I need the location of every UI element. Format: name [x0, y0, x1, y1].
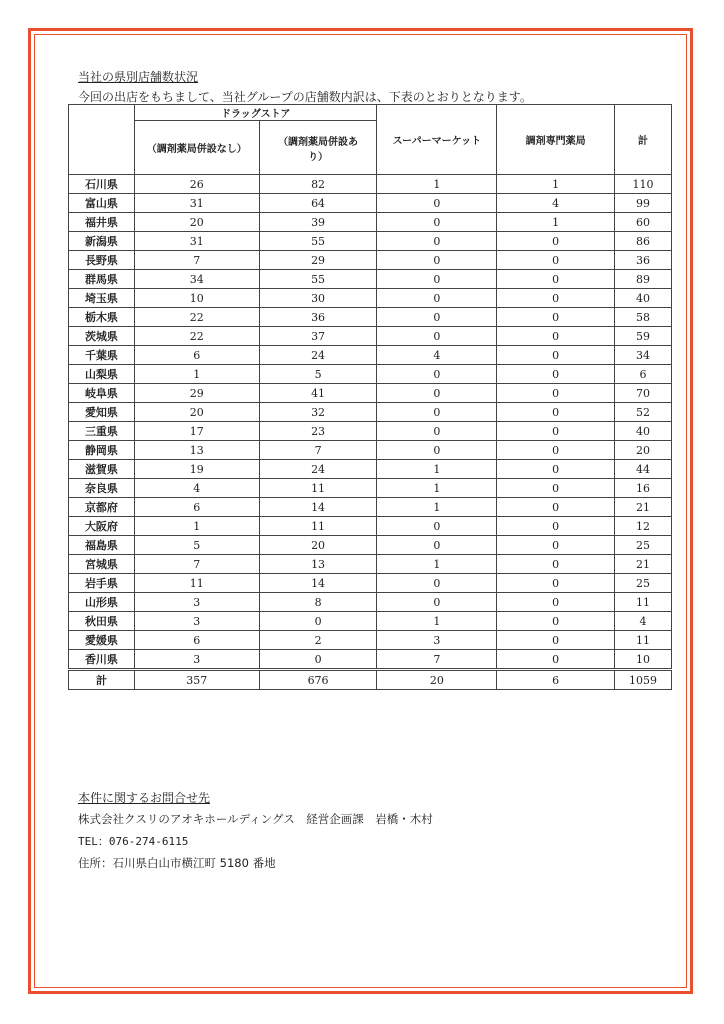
value-cell: 0	[377, 289, 497, 308]
value-cell: 36	[615, 251, 672, 270]
value-cell: 89	[615, 270, 672, 289]
value-cell: 0	[497, 593, 615, 612]
value-cell: 25	[615, 574, 672, 593]
value-cell: 1	[377, 612, 497, 631]
table-row	[69, 460, 672, 479]
value-cell: 0	[377, 327, 497, 346]
value-cell: 22	[134, 327, 259, 346]
section-title: 当社の県別店舗数状況	[78, 70, 199, 84]
table-row	[69, 631, 672, 650]
value-cell: 0	[497, 251, 615, 270]
table-row	[69, 650, 672, 670]
value-cell: 34	[615, 346, 672, 365]
value-cell: 0	[497, 631, 615, 650]
table-row	[69, 194, 672, 213]
value-cell: 3	[134, 593, 259, 612]
table-row	[69, 441, 672, 460]
value-cell: 0	[497, 650, 615, 670]
value-cell: 0	[377, 422, 497, 441]
header-prefecture	[69, 105, 135, 175]
value-cell: 1	[377, 175, 497, 194]
value-cell: 0	[497, 441, 615, 460]
value-cell: 0	[377, 593, 497, 612]
value-cell: 31	[134, 194, 259, 213]
table-row	[69, 517, 672, 536]
value-cell: 7	[377, 650, 497, 670]
value-cell: 21	[615, 555, 672, 574]
value-cell: 1	[377, 555, 497, 574]
value-cell: 4	[615, 612, 672, 631]
value-cell: 1	[377, 498, 497, 517]
total-cell: 357	[134, 670, 259, 690]
total-cell: 6	[497, 670, 615, 690]
value-cell: 40	[615, 289, 672, 308]
prefecture-cell: 滋賀県	[69, 460, 135, 479]
value-cell: 29	[134, 384, 259, 403]
value-cell: 1	[377, 479, 497, 498]
value-cell: 30	[259, 289, 377, 308]
value-cell: 0	[377, 384, 497, 403]
table-row	[69, 593, 672, 612]
value-cell: 1	[497, 175, 615, 194]
value-cell: 1	[497, 213, 615, 232]
total-row	[69, 670, 672, 690]
value-cell: 0	[377, 213, 497, 232]
value-cell: 0	[497, 365, 615, 384]
value-cell: 4	[497, 194, 615, 213]
value-cell: 0	[377, 270, 497, 289]
value-cell: 110	[615, 175, 672, 194]
value-cell: 0	[497, 308, 615, 327]
header-total: 計	[615, 105, 672, 175]
table-row	[69, 175, 672, 194]
value-cell: 3	[377, 631, 497, 650]
value-cell: 24	[259, 460, 377, 479]
value-cell: 6	[615, 365, 672, 384]
value-cell: 40	[615, 422, 672, 441]
header-drugstore-group: ドラッグストア	[134, 105, 377, 121]
value-cell: 55	[259, 270, 377, 289]
prefecture-cell: 栃木県	[69, 308, 135, 327]
value-cell: 1	[134, 365, 259, 384]
table-row	[69, 270, 672, 289]
table-row	[69, 327, 672, 346]
prefecture-cell: 愛媛県	[69, 631, 135, 650]
value-cell: 11	[615, 631, 672, 650]
prefecture-cell: 群馬県	[69, 270, 135, 289]
value-cell: 20	[615, 441, 672, 460]
contact-tel: TEL：076-274-6115	[78, 835, 189, 848]
total-cell: 1059	[615, 670, 672, 690]
value-cell: 0	[497, 403, 615, 422]
store-count-table	[68, 104, 672, 690]
table-row	[69, 213, 672, 232]
prefecture-cell: 福島県	[69, 536, 135, 555]
table-row	[69, 251, 672, 270]
value-cell: 26	[134, 175, 259, 194]
value-cell: 24	[259, 346, 377, 365]
value-cell: 11	[615, 593, 672, 612]
contact-title: 本件に関するお問合せ先	[78, 791, 211, 805]
intro-text: 今回の出店をもちまして、当社グループの店舗数内訳は、下表のとおりとなります。	[78, 90, 532, 104]
contact-address: 住所：石川県白山市横江町 5180 番地	[78, 856, 276, 870]
value-cell: 86	[615, 232, 672, 251]
value-cell: 0	[497, 612, 615, 631]
value-cell: 11	[259, 517, 377, 536]
value-cell: 32	[259, 403, 377, 422]
value-cell: 8	[259, 593, 377, 612]
table-row	[69, 232, 672, 251]
header-supermarket: スーパーマーケット	[377, 105, 497, 175]
value-cell: 0	[497, 384, 615, 403]
prefecture-cell: 長野県	[69, 251, 135, 270]
value-cell: 23	[259, 422, 377, 441]
value-cell: 0	[497, 517, 615, 536]
value-cell: 31	[134, 232, 259, 251]
prefecture-cell: 富山県	[69, 194, 135, 213]
table-row	[69, 479, 672, 498]
value-cell: 14	[259, 498, 377, 517]
value-cell: 0	[377, 574, 497, 593]
value-cell: 14	[259, 574, 377, 593]
table-row	[69, 289, 672, 308]
value-cell: 21	[615, 498, 672, 517]
value-cell: 2	[259, 631, 377, 650]
value-cell: 0	[377, 232, 497, 251]
value-cell: 36	[259, 308, 377, 327]
contact-company: 株式会社クスリのアオキホールディングス 経営企画課 岩橋・木村	[78, 812, 433, 826]
value-cell: 6	[134, 346, 259, 365]
table-row	[69, 612, 672, 631]
table-row	[69, 346, 672, 365]
prefecture-cell: 山形県	[69, 593, 135, 612]
value-cell: 0	[377, 251, 497, 270]
prefecture-cell: 福井県	[69, 213, 135, 232]
value-cell: 0	[497, 270, 615, 289]
value-cell: 1	[134, 517, 259, 536]
prefecture-cell: 三重県	[69, 422, 135, 441]
value-cell: 0	[377, 308, 497, 327]
prefecture-cell: 新潟県	[69, 232, 135, 251]
value-cell: 99	[615, 194, 672, 213]
value-cell: 0	[497, 574, 615, 593]
value-cell: 13	[259, 555, 377, 574]
table-row	[69, 384, 672, 403]
prefecture-cell: 宮城県	[69, 555, 135, 574]
value-cell: 41	[259, 384, 377, 403]
value-cell: 58	[615, 308, 672, 327]
value-cell: 11	[134, 574, 259, 593]
value-cell: 7	[134, 555, 259, 574]
header-without-pharmacy: （調剤薬局併設なし）	[134, 121, 259, 175]
value-cell: 59	[615, 327, 672, 346]
value-cell: 5	[134, 536, 259, 555]
value-cell: 19	[134, 460, 259, 479]
value-cell: 12	[615, 517, 672, 536]
value-cell: 13	[134, 441, 259, 460]
prefecture-cell: 秋田県	[69, 612, 135, 631]
value-cell: 1	[377, 460, 497, 479]
total-cell: 20	[377, 670, 497, 690]
value-cell: 82	[259, 175, 377, 194]
value-cell: 10	[615, 650, 672, 670]
table-row	[69, 365, 672, 384]
value-cell: 0	[377, 441, 497, 460]
value-cell: 4	[377, 346, 497, 365]
value-cell: 0	[377, 365, 497, 384]
value-cell: 6	[134, 498, 259, 517]
value-cell: 0	[377, 194, 497, 213]
table-row	[69, 422, 672, 441]
value-cell: 0	[497, 232, 615, 251]
value-cell: 0	[497, 536, 615, 555]
value-cell: 7	[259, 441, 377, 460]
header-dispensing-pharmacy: 調剤専門薬局	[497, 105, 615, 175]
value-cell: 22	[134, 308, 259, 327]
value-cell: 0	[259, 650, 377, 670]
value-cell: 0	[497, 289, 615, 308]
value-cell: 16	[615, 479, 672, 498]
table-row	[69, 308, 672, 327]
table-row	[69, 536, 672, 555]
value-cell: 0	[497, 479, 615, 498]
total-cell: 676	[259, 670, 377, 690]
value-cell: 3	[134, 650, 259, 670]
value-cell: 17	[134, 422, 259, 441]
prefecture-cell: 千葉県	[69, 346, 135, 365]
value-cell: 3	[134, 612, 259, 631]
value-cell: 20	[134, 213, 259, 232]
value-cell: 0	[377, 403, 497, 422]
prefecture-cell: 京都府	[69, 498, 135, 517]
prefecture-cell: 静岡県	[69, 441, 135, 460]
value-cell: 4	[134, 479, 259, 498]
table-row	[69, 403, 672, 422]
table-row	[69, 555, 672, 574]
value-cell: 0	[497, 555, 615, 574]
prefecture-cell: 奈良県	[69, 479, 135, 498]
table-row	[69, 574, 672, 593]
prefecture-cell: 岐阜県	[69, 384, 135, 403]
value-cell: 5	[259, 365, 377, 384]
value-cell: 11	[259, 479, 377, 498]
prefecture-cell: 埼玉県	[69, 289, 135, 308]
value-cell: 0	[497, 498, 615, 517]
value-cell: 0	[377, 517, 497, 536]
total-label: 計	[69, 670, 135, 690]
value-cell: 34	[134, 270, 259, 289]
header-with-pharmacy: （調剤薬局併設あり）	[259, 121, 377, 175]
value-cell: 0	[259, 612, 377, 631]
value-cell: 0	[497, 346, 615, 365]
value-cell: 52	[615, 403, 672, 422]
value-cell: 6	[134, 631, 259, 650]
prefecture-cell: 愛知県	[69, 403, 135, 422]
prefecture-cell: 石川県	[69, 175, 135, 194]
value-cell: 0	[497, 327, 615, 346]
prefecture-cell: 茨城県	[69, 327, 135, 346]
value-cell: 0	[497, 422, 615, 441]
value-cell: 55	[259, 232, 377, 251]
value-cell: 29	[259, 251, 377, 270]
prefecture-cell: 岩手県	[69, 574, 135, 593]
value-cell: 25	[615, 536, 672, 555]
value-cell: 39	[259, 213, 377, 232]
value-cell: 64	[259, 194, 377, 213]
value-cell: 7	[134, 251, 259, 270]
value-cell: 0	[497, 460, 615, 479]
prefecture-cell: 山梨県	[69, 365, 135, 384]
prefecture-cell: 大阪府	[69, 517, 135, 536]
table-row	[69, 498, 672, 517]
value-cell: 37	[259, 327, 377, 346]
value-cell: 20	[259, 536, 377, 555]
value-cell: 60	[615, 213, 672, 232]
prefecture-cell: 香川県	[69, 650, 135, 670]
value-cell: 70	[615, 384, 672, 403]
value-cell: 20	[134, 403, 259, 422]
value-cell: 0	[377, 536, 497, 555]
value-cell: 44	[615, 460, 672, 479]
value-cell: 10	[134, 289, 259, 308]
